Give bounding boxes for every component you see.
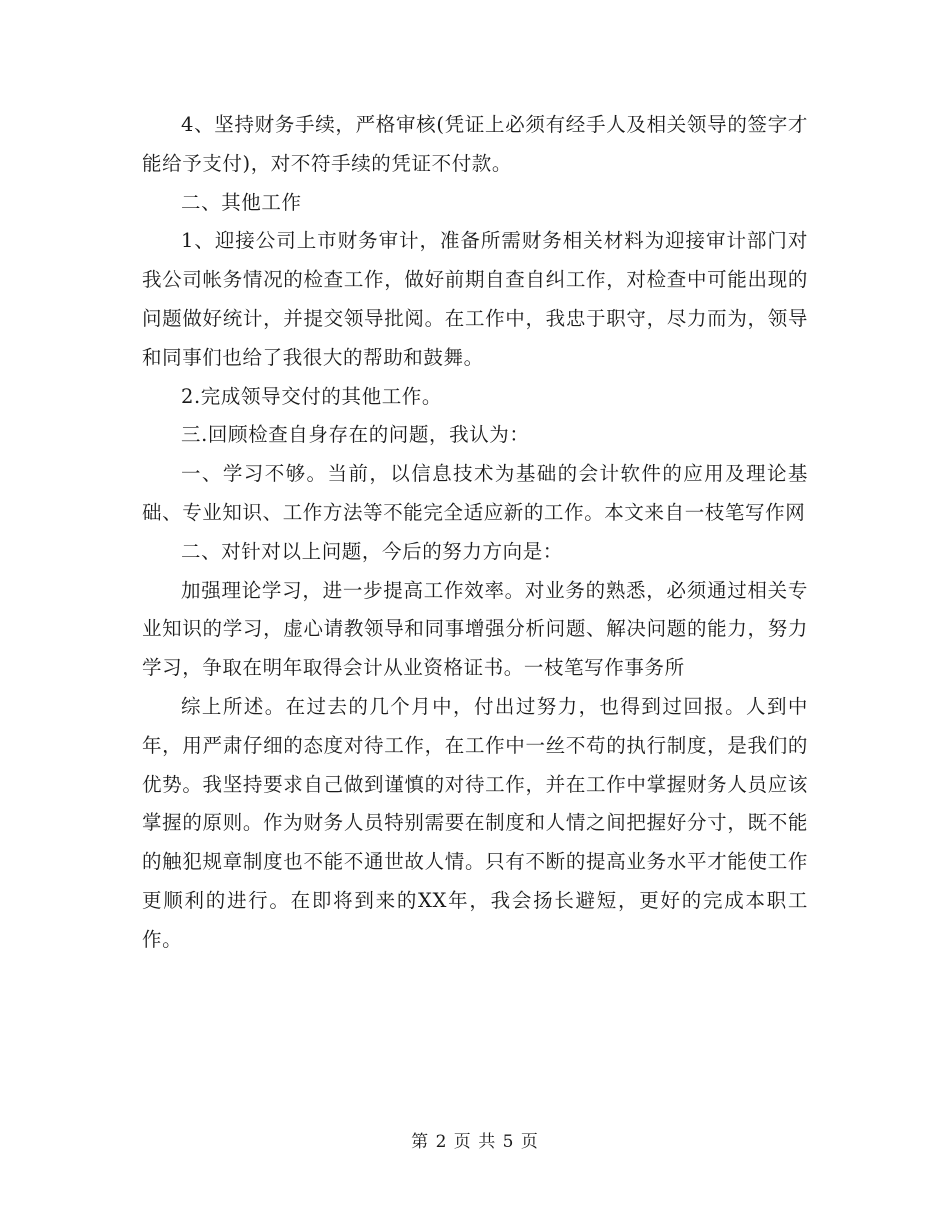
- paragraph-summary: 综上所述。在过去的几个月中，付出过努力，也得到过回报。人到中年，用严肃仔细的态度对待工作，在工作中一丝不苟的执行制度，是我们的优势。我坚持要求自己做到谨慎的对待工作，并在工作中掌握财务人员应该掌握的原则。作为财务人员特别需要在制度和人情之间把握好分寸，既不能的触犯规章制度也不能不通世故人情。只有不断的提高业务水平才能使工作更顺利的进行。在即将到来的XX年，我会扬长避短，更好的完成本职工作。: [142, 694, 808, 951]
- paragraph-strengthen-theory: 加强理论学习，进一步提高工作效率。对业务的熟悉，必须通过相关专业知识的学习，虚心请教领导和同事增强分析问题、解决问题的能力，努力学习，争取在明年取得会计从业资格证书。一枝笔写作事务所: [142, 578, 808, 680]
- paragraph-audit-preparation: 1、迎接公司上市财务审计，准备所需财务相关材料为迎接审计部门对我公司帐务情况的检查工作，做好前期自查自纠工作，对检查中可能出现的问题做好统计，并提交领导批阅。在工作中，我忠于职守，尽力而为，领导和同事们也给了我很大的帮助和鼓舞。: [142, 229, 808, 369]
- paragraph-item-4-review: 4、坚持财务手续，严格审核(凭证上必须有经手人及相关领导的签字才能给予支付)，对不符手续的凭证不付款。: [142, 113, 808, 175]
- paragraph-insufficient-study: 一、学习不够。当前，以信息技术为基础的会计软件的应用及理论基础、专业知识、工作方法等不能完全适应新的工作。本文来自一枝笔写作网: [142, 462, 808, 524]
- section-heading-other-work: 二、其他工作: [181, 190, 302, 214]
- section-heading-self-review: 三.回顾检查自身存在的问题，我认为：: [181, 423, 530, 447]
- paragraph-other-tasks: 2.完成领导交付的其他工作。: [181, 384, 443, 408]
- section-heading-improvement: 二、对针对以上问题，今后的努力方向是：: [181, 539, 563, 563]
- document-body: [142, 106, 808, 960]
- page-number-footer: 第 2 页 共 5 页: [411, 1132, 539, 1152]
